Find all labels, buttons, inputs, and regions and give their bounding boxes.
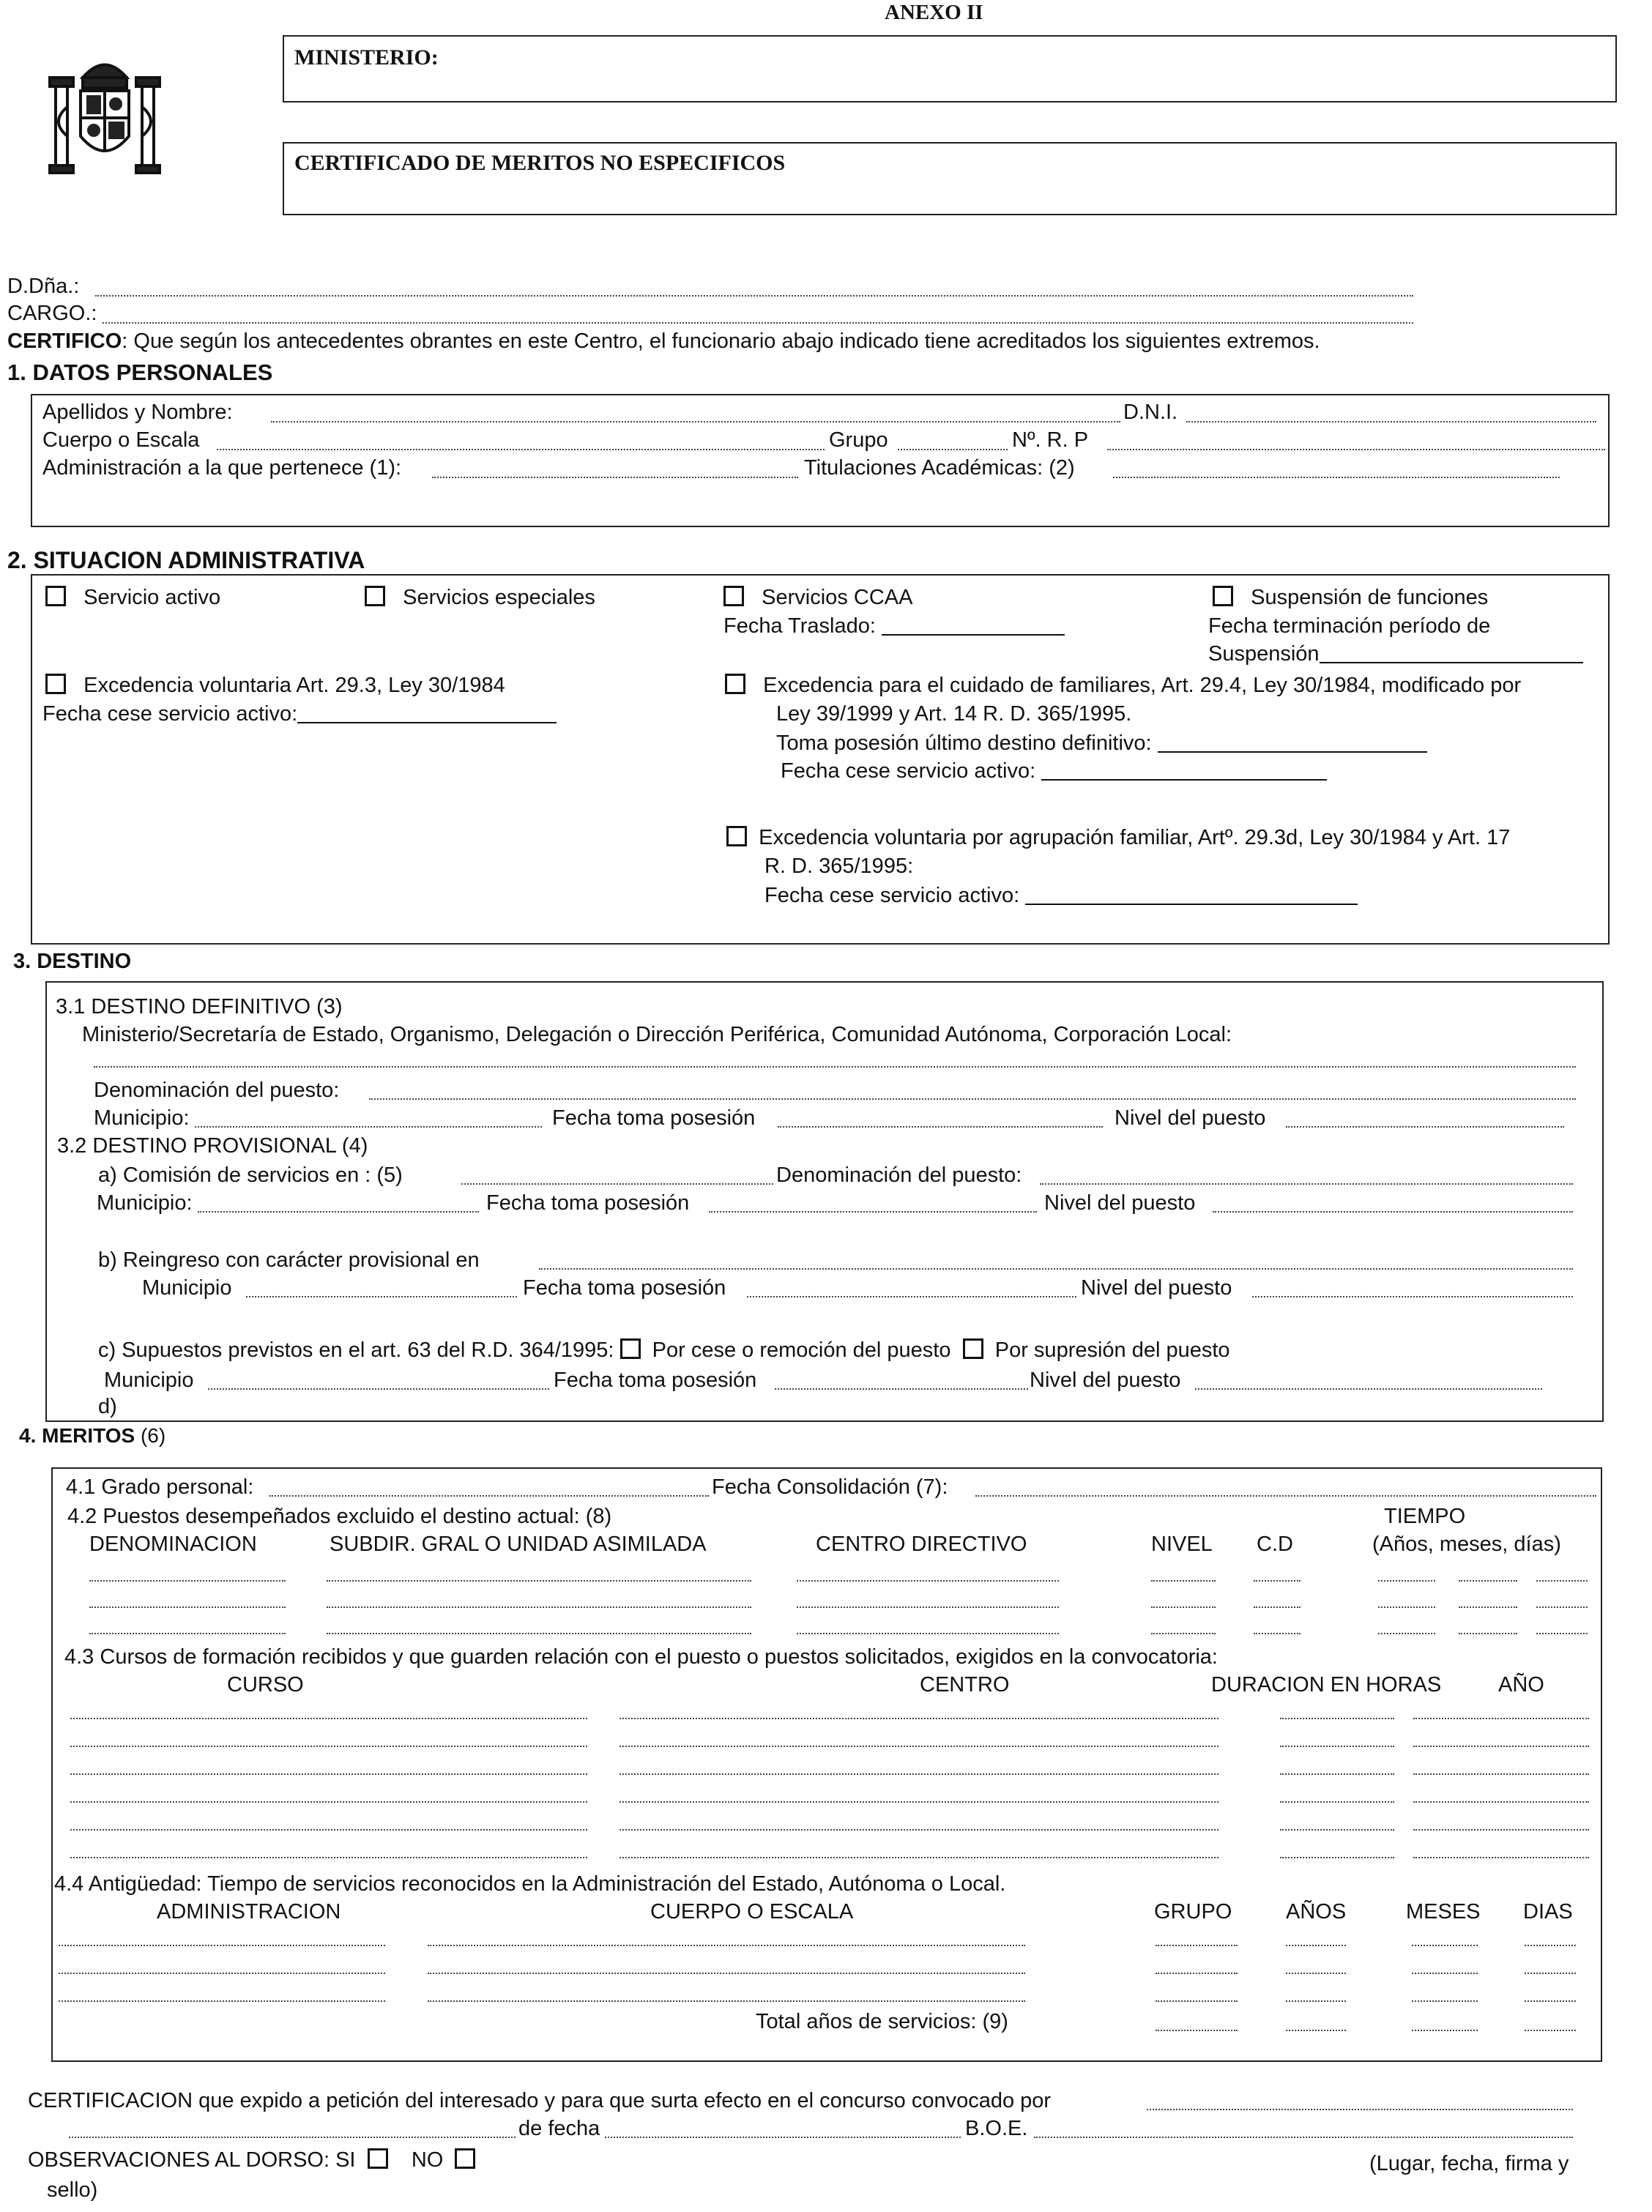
- observaciones-line: [28, 2148, 475, 2172]
- col-nivel: NIVEL: [1151, 1533, 1213, 1556]
- fecha-cese-line: [42, 703, 557, 726]
- grado-label: 4.1 Grado personal:: [66, 1475, 254, 1499]
- apellidos-label: Apellidos y Nombre:: [42, 401, 233, 424]
- lugar-label: (Lugar, fecha, firma y: [1369, 2152, 1569, 2175]
- fecha-traslado-label: Fecha Traslado:: [723, 614, 876, 638]
- suspension-label: Suspensión de funciones: [1251, 586, 1489, 609]
- puestos-cell[interactable]: [1378, 1606, 1435, 1608]
- cursos-cell[interactable]: [620, 1857, 1218, 1858]
- antiguedad-cell[interactable]: [428, 2000, 1025, 2002]
- puestos-cell[interactable]: [89, 1606, 286, 1608]
- cursos-cell[interactable]: [1280, 1801, 1394, 1803]
- titulaciones-field[interactable]: [1113, 477, 1560, 478]
- annex-title: ANEXO II: [885, 1, 983, 24]
- antiguedad-cell[interactable]: [1156, 2000, 1238, 2002]
- cursos-cell[interactable]: [1413, 1829, 1589, 1831]
- cursos-cell[interactable]: [1413, 1718, 1589, 1719]
- tiempo-label: TIEMPO: [1384, 1505, 1466, 1528]
- cursos-cell[interactable]: [620, 1746, 1218, 1747]
- antiguedad-cell[interactable]: [59, 1945, 385, 1946]
- antiguedad-cell[interactable]: [1156, 1945, 1238, 1946]
- puestos-cell[interactable]: [1254, 1606, 1301, 1608]
- section-4-label: MERITOS: [42, 1424, 135, 1447]
- cursos-title: 4.3 Cursos de formación recibidos y que guarden relación con el puesto o puestos solicitados, exigidos en la convocatoria:: [64, 1645, 1218, 1669]
- col-curso: CURSO: [227, 1673, 304, 1697]
- total-dias-field[interactable]: [1525, 2030, 1576, 2031]
- excedencia-voluntaria-label: Excedencia voluntaria Art. 29.3, Ley 30/1984: [83, 674, 505, 697]
- reingreso-nivel-field[interactable]: [1252, 1296, 1573, 1297]
- dna-label: D.Dña.:: [7, 275, 80, 298]
- excedencia-cuidado-option[interactable]: [725, 674, 1521, 698]
- admin-label: Administración a la que pertenece (1):: [42, 456, 402, 480]
- col-duracion: DURACION EN HORAS: [1211, 1673, 1442, 1697]
- destino-provisional-title: 3.2 DESTINO PROVISIONAL (4): [57, 1134, 368, 1158]
- grupo-field[interactable]: [898, 449, 1008, 450]
- excedencia-voluntaria-checkbox[interactable]: [45, 674, 66, 694]
- puestos-cell[interactable]: [1254, 1633, 1301, 1634]
- cargo-field[interactable]: [103, 322, 1413, 324]
- col-denominacion: DENOMINACION: [89, 1533, 257, 1556]
- col-centro2: CENTRO: [920, 1673, 1010, 1697]
- toma-posesion-field[interactable]: [1158, 751, 1427, 753]
- puestos-title: 4.2 Puestos desempeñados excluido el destino actual: (8): [67, 1505, 612, 1528]
- antiguedad-cell[interactable]: [428, 1973, 1025, 1974]
- col-tiempo: (Años, meses, días): [1372, 1533, 1561, 1556]
- cese-remocion-label: Por cese o remoción del puesto: [652, 1338, 951, 1362]
- reingreso-nivel-label: Nivel del puesto: [1081, 1276, 1232, 1300]
- excedencia-agrupacion-label: Excedencia voluntaria por agrupación familiar, Artº. 29.3d, Ley 30/1984 y Art. 17: [759, 826, 1511, 849]
- certificacion-label: CERTIFICACION que expido a petición del interesado y para que surta efecto en el concurso convocado por: [28, 2089, 1052, 2112]
- cuerpo-label: Cuerpo o Escala: [42, 428, 200, 452]
- ministerio-label: MINISTERIO:: [294, 45, 439, 70]
- reingreso-field[interactable]: [539, 1268, 1573, 1270]
- d-label: d): [98, 1395, 117, 1418]
- cursos-cell[interactable]: [620, 1718, 1218, 1719]
- antiguedad-cell[interactable]: [1412, 1945, 1478, 1946]
- antiguedad-title: 4.4 Antigüedad: Tiempo de servicios reconocidos en la Administración del Estado, Autónoma o Local.: [54, 1872, 1006, 1896]
- supuestos-municipio-field[interactable]: [208, 1388, 549, 1390]
- puestos-cell[interactable]: [1536, 1580, 1588, 1582]
- comision-label: a) Comisión de servicios en : (5): [98, 1163, 403, 1187]
- supuestos-nivel-field[interactable]: [1195, 1388, 1542, 1390]
- fecha-terminacion-label: Fecha terminación período de: [1208, 614, 1491, 638]
- cursos-cell[interactable]: [1413, 1801, 1589, 1803]
- puestos-cell[interactable]: [797, 1633, 1059, 1634]
- section-4-note: (6): [140, 1424, 166, 1447]
- grupo-label: Grupo: [829, 428, 888, 452]
- antiguedad-cell[interactable]: [1412, 1973, 1478, 1974]
- comision-denominacion-field[interactable]: [1040, 1183, 1573, 1185]
- excedencia-cuidado-checkbox[interactable]: [725, 674, 745, 694]
- fecha-traslado-line: [723, 615, 1065, 638]
- comision-field[interactable]: [461, 1183, 773, 1185]
- destino-organismo-label: Ministerio/Secretaría de Estado, Organismo, Delegación o Dirección Periférica, Comunidad Autónoma, Corporación Local:: [82, 1023, 1232, 1046]
- comision-nivel-label: Nivel del puesto: [1044, 1191, 1196, 1215]
- toma-posesion-line: [776, 732, 1427, 756]
- ministerio-box[interactable]: [283, 35, 1617, 103]
- cursos-cell[interactable]: [1280, 1857, 1394, 1858]
- antiguedad-cell[interactable]: [59, 2000, 385, 2002]
- nivel-label: Nivel del puesto: [1115, 1106, 1266, 1130]
- puestos-cell[interactable]: [327, 1606, 751, 1608]
- puestos-cell[interactable]: [1536, 1633, 1588, 1634]
- fecha-cese-label: Fecha cese servicio activo:: [42, 702, 298, 726]
- municipio-label: Municipio:: [94, 1106, 190, 1130]
- observaciones-label: OBSERVACIONES AL DORSO: SI: [28, 2148, 356, 2172]
- convocado-field[interactable]: [1147, 2109, 1573, 2110]
- fecha-cese-3-label: Fecha cese servicio activo:: [764, 884, 1020, 907]
- cursos-cell[interactable]: [70, 1746, 587, 1747]
- puestos-cell[interactable]: [797, 1606, 1059, 1608]
- dni-label: D.N.I.: [1123, 401, 1178, 424]
- section-1-title: 1. DATOS PERSONALES: [7, 360, 273, 385]
- sello-label: sello): [47, 2178, 98, 2202]
- denominacion-field[interactable]: [369, 1098, 1576, 1100]
- servicios-especiales-option[interactable]: [365, 586, 595, 610]
- servicio-activo-checkbox[interactable]: [45, 586, 66, 606]
- supuestos-municipio-label: Municipio: [104, 1368, 194, 1392]
- puestos-cell[interactable]: [797, 1580, 1059, 1582]
- boe-label: B.O.E.: [965, 2117, 1028, 2140]
- fecha-cese-3-line: [764, 885, 1358, 908]
- observaciones-si-checkbox[interactable]: [368, 2148, 388, 2169]
- puestos-cell[interactable]: [1459, 1606, 1517, 1608]
- certifico-line: [7, 330, 1320, 354]
- col-cuerpo: CUERPO O ESCALA: [650, 1900, 854, 1924]
- antiguedad-cell[interactable]: [59, 1973, 385, 1974]
- de-fecha-field[interactable]: [605, 2137, 961, 2138]
- cursos-cell[interactable]: [620, 1773, 1218, 1775]
- nrp-field[interactable]: [1107, 449, 1605, 450]
- comision-fecha-field[interactable]: [709, 1211, 1037, 1213]
- fecha-cese-field[interactable]: [297, 722, 557, 723]
- cursos-cell[interactable]: [1413, 1773, 1589, 1775]
- servicio-activo-option[interactable]: [45, 586, 220, 610]
- col-anio: AÑO: [1498, 1673, 1544, 1697]
- total-anios-field[interactable]: [1286, 2030, 1346, 2031]
- fecha-cese-3-field[interactable]: [1025, 904, 1358, 905]
- reingreso-fecha-label: Fecha toma posesión: [523, 1276, 726, 1300]
- col-meses: MESES: [1406, 1900, 1481, 1924]
- servicios-ccaa-checkbox[interactable]: [723, 586, 744, 606]
- puestos-cell[interactable]: [1151, 1580, 1216, 1582]
- cese-remocion-checkbox[interactable]: [620, 1338, 641, 1359]
- cursos-cell[interactable]: [70, 1773, 587, 1775]
- excedencia-cuidado-label: Excedencia para el cuidado de familiares, Art. 29.4, Ley 30/1984, modificado por: [763, 674, 1522, 697]
- supresion-label: Por supresión del puesto: [994, 1338, 1230, 1362]
- comision-denominacion-label: Denominación del puesto:: [776, 1163, 1022, 1187]
- cursos-cell[interactable]: [70, 1857, 587, 1858]
- antiguedad-cell[interactable]: [1525, 1973, 1576, 1974]
- cursos-cell[interactable]: [1280, 1718, 1394, 1719]
- cursos-cell[interactable]: [1413, 1746, 1589, 1747]
- col-dias: DIAS: [1523, 1900, 1573, 1924]
- antiguedad-cell[interactable]: [1525, 2000, 1576, 2002]
- puestos-cell[interactable]: [1536, 1606, 1588, 1608]
- antiguedad-cell[interactable]: [1525, 1945, 1576, 1946]
- reingreso-label: b) Reingreso con carácter provisional en: [98, 1248, 480, 1272]
- coat-of-arms-icon: [42, 48, 167, 187]
- col-centro: CENTRO DIRECTIVO: [816, 1533, 1027, 1556]
- total-label: Total años de servicios: (9): [756, 2010, 1008, 2033]
- suspension-line: [1208, 643, 1583, 666]
- total-grupo-field[interactable]: [1156, 2030, 1238, 2031]
- dna-field[interactable]: [95, 295, 1413, 297]
- dni-field[interactable]: [1186, 421, 1596, 422]
- cursos-cell[interactable]: [1280, 1829, 1394, 1831]
- fecha-cese-2-label: Fecha cese servicio activo:: [781, 759, 1036, 783]
- certifico-text: : Que según los antecedentes obrantes en este Centro, el funcionario abajo indicado tiene acreditados los siguientes extremos.: [122, 329, 1320, 353]
- puestos-cell[interactable]: [1459, 1580, 1517, 1582]
- certificado-title: CERTIFICADO DE MERITOS NO ESPECIFICOS: [294, 151, 786, 175]
- puestos-cell[interactable]: [327, 1580, 751, 1582]
- cursos-cell[interactable]: [70, 1829, 587, 1831]
- section-4-title: [19, 1425, 165, 1448]
- supuestos-nivel-label: Nivel del puesto: [1030, 1368, 1181, 1392]
- certificado-box: [283, 142, 1617, 215]
- puestos-cell[interactable]: [327, 1633, 751, 1634]
- suspension2-label: Suspensión: [1208, 642, 1320, 666]
- certifico-label: CERTIFICO: [7, 329, 122, 353]
- antiguedad-cell[interactable]: [1412, 2000, 1478, 2002]
- puestos-cell[interactable]: [1378, 1580, 1435, 1582]
- puestos-cell[interactable]: [1378, 1633, 1435, 1634]
- servicios-ccaa-label: Servicios CCAA: [762, 586, 913, 609]
- cursos-cell[interactable]: [620, 1801, 1218, 1803]
- comision-fecha-label: Fecha toma posesión: [486, 1191, 690, 1215]
- suspension-option[interactable]: [1213, 586, 1488, 610]
- puestos-cell[interactable]: [89, 1633, 286, 1634]
- excedencia-agrupacion-checkbox[interactable]: [726, 826, 747, 846]
- puestos-cell[interactable]: [1254, 1580, 1301, 1582]
- titulaciones-label: Titulaciones Académicas: (2): [804, 456, 1075, 480]
- puestos-cell[interactable]: [1151, 1606, 1216, 1608]
- nrp-label: Nº. R. P: [1012, 428, 1089, 452]
- convocado-field-2[interactable]: [69, 2137, 516, 2138]
- servicios-ccaa-option[interactable]: [723, 586, 912, 610]
- cuerpo-field[interactable]: [217, 449, 825, 450]
- antiguedad-cell[interactable]: [1286, 1945, 1346, 1946]
- excedencia-cuidado-label-2: Ley 39/1999 y Art. 14 R. D. 365/1995.: [776, 702, 1132, 726]
- antiguedad-cell[interactable]: [428, 1945, 1025, 1946]
- supuestos-fecha-label: Fecha toma posesión: [554, 1368, 757, 1392]
- fecha-traslado-field[interactable]: [882, 634, 1065, 636]
- antiguedad-cell[interactable]: [1286, 1973, 1346, 1974]
- col-admin: ADMINISTRACION: [157, 1900, 341, 1924]
- observaciones-no-checkbox[interactable]: [455, 2148, 475, 2169]
- destino-definitivo-title: 3.1 DESTINO DEFINITIVO (3): [56, 995, 343, 1019]
- fecha-toma-field[interactable]: [778, 1126, 1103, 1128]
- reingreso-municipio-field[interactable]: [246, 1296, 517, 1297]
- puestos-cell[interactable]: [1459, 1633, 1517, 1634]
- section-3-title: 3. DESTINO: [13, 950, 132, 973]
- fecha-cese-2-line: [781, 760, 1327, 783]
- municipio-field[interactable]: [195, 1126, 542, 1128]
- consolidacion-field[interactable]: [975, 1495, 1596, 1497]
- cursos-cell[interactable]: [1280, 1746, 1394, 1747]
- comision-municipio-field[interactable]: [198, 1211, 479, 1213]
- suspension-checkbox[interactable]: [1213, 586, 1233, 606]
- total-meses-field[interactable]: [1412, 2030, 1478, 2031]
- observaciones-no-label: NO: [411, 2148, 444, 2172]
- fecha-cese-2-field[interactable]: [1041, 779, 1327, 781]
- servicios-especiales-checkbox[interactable]: [365, 586, 385, 606]
- apellidos-field[interactable]: [271, 421, 1120, 422]
- col-cd: C.D: [1257, 1533, 1293, 1556]
- puestos-cell[interactable]: [89, 1580, 286, 1582]
- comision-nivel-field[interactable]: [1213, 1211, 1573, 1213]
- cursos-cell[interactable]: [70, 1801, 587, 1803]
- reingreso-municipio-label: Municipio: [142, 1276, 232, 1300]
- supuestos-label: c) Supuestos previstos en el art. 63 del R.D. 364/1995:: [98, 1338, 614, 1362]
- excedencia-voluntaria-option[interactable]: [45, 674, 505, 698]
- section-2-title: 2. SITUACION ADMINISTRATIVA: [7, 547, 365, 573]
- toma-posesion-label: Toma posesión último destino definitivo:: [776, 731, 1152, 755]
- supuestos-fecha-field[interactable]: [775, 1388, 1028, 1390]
- de-fecha-label: de fecha: [518, 2117, 600, 2140]
- antiguedad-cell[interactable]: [1156, 1973, 1238, 1974]
- supresion-checkbox[interactable]: [963, 1338, 983, 1359]
- cursos-cell[interactable]: [70, 1718, 587, 1719]
- servicios-especiales-label: Servicios especiales: [403, 586, 595, 609]
- reingreso-fecha-field[interactable]: [747, 1296, 1076, 1297]
- col-anios: AÑOS: [1286, 1900, 1347, 1924]
- antiguedad-cell[interactable]: [1286, 2000, 1346, 2002]
- col-grupo: GRUPO: [1154, 1900, 1232, 1924]
- grado-field[interactable]: [269, 1495, 709, 1497]
- admin-field[interactable]: [432, 477, 798, 478]
- cursos-cell[interactable]: [1280, 1773, 1394, 1775]
- supuestos-line: [98, 1338, 1230, 1363]
- servicio-activo-label: Servicio activo: [83, 586, 221, 609]
- denominacion-label: Denominación del puesto:: [94, 1079, 340, 1102]
- boe-field[interactable]: [1034, 2137, 1573, 2138]
- suspension-field[interactable]: [1320, 662, 1583, 663]
- comision-municipio-label: Municipio:: [97, 1191, 193, 1215]
- fecha-toma-label: Fecha toma posesión: [552, 1106, 756, 1130]
- col-subdir: SUBDIR. GRAL O UNIDAD ASIMILADA: [330, 1533, 707, 1556]
- destino-organismo-field[interactable]: [94, 1066, 1576, 1068]
- nivel-field[interactable]: [1286, 1126, 1564, 1128]
- cargo-label: CARGO.:: [7, 302, 97, 325]
- excedencia-agrupacion-option[interactable]: [726, 826, 1510, 850]
- puestos-cell[interactable]: [1151, 1633, 1216, 1634]
- cursos-cell[interactable]: [1413, 1857, 1589, 1858]
- section-4-num: 4.: [19, 1424, 37, 1447]
- excedencia-agrupacion-label-2: R. D. 365/1995:: [764, 854, 914, 878]
- consolidacion-label: Fecha Consolidación (7):: [712, 1475, 948, 1499]
- cursos-cell[interactable]: [620, 1829, 1218, 1831]
